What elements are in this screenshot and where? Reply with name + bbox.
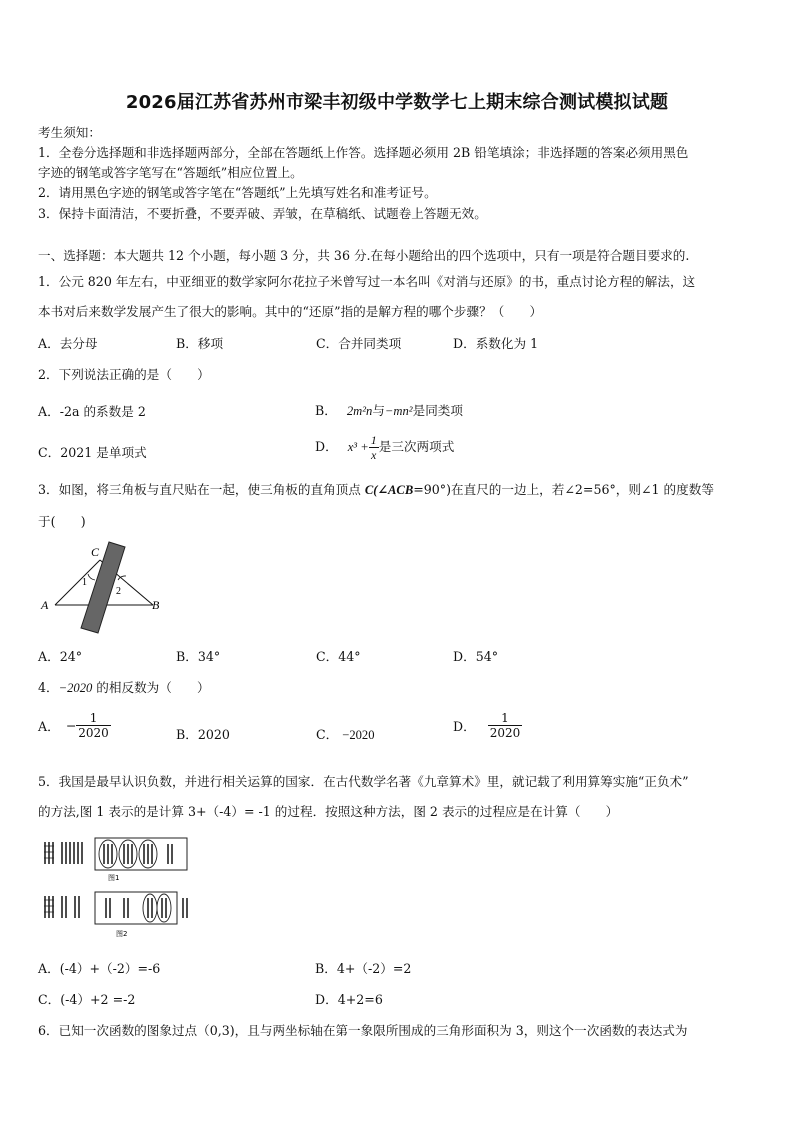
label-b: B <box>152 598 160 612</box>
q1-option-c: C．合并同类项 <box>316 336 402 351</box>
q5-figure-2 <box>40 890 190 940</box>
q5-option-a: A．(-4）+（-2）=-6 <box>38 961 161 976</box>
q6-stem-line1: 6．已知一次函数的图象过点（0,3)，且与两坐标轴在第一象限所围成的三角形面积为 3，则这个一次函数的表达式为 <box>38 1023 688 1038</box>
q4-stem: 4．−2020 的相反数为（ ） <box>38 680 210 695</box>
fig1-caption: 图1 <box>108 874 120 882</box>
q3-option-a: A．24° <box>38 649 83 664</box>
section-heading: 一、选择题：本大题共 12 个小题，每小题 3 分，共 36 分.在每小题给出的四个选项中，只有一项是符合题目要求的. <box>38 248 690 263</box>
q1-option-a: A．去分母 <box>38 336 98 351</box>
q3-figure <box>38 538 168 633</box>
q5-option-b: B．4+（-2）=2 <box>315 961 412 976</box>
q5-option-d: D．4+2=6 <box>315 992 383 1007</box>
q4-option-a: A． − $\frac{1}{2020}$ <box>38 711 109 740</box>
label-c: C <box>91 545 100 559</box>
q2-option-b: B． 2m²n与−mn²是同类项 <box>315 403 463 418</box>
q3-stem-line1: 3．如图，将三角板与直尺贴在一起，使三角板的直角顶点 C(∠ACB=90°)在直尺的一边上，若∠2=56°，则∠1 的度数等 <box>38 482 714 497</box>
notice-heading: 考生须知： <box>38 125 101 140</box>
q3-option-d: D．54° <box>453 649 499 664</box>
q5-stem-line2: 的方法,图 1 表示的是计算 3+（-4）= -1 的过程．按照这种方法，图 2 表示的过程应是在计算（ ） <box>38 804 619 819</box>
q5-stem-line1: 5．我国是最早认识负数，并进行相关运算的国家．在古代数学名著《九章算术》里，就记载了利用算筹实施“正负术” <box>38 774 689 789</box>
q3-stem-line2: 于( ) <box>38 514 86 529</box>
q2-option-d: D． x³ + $\frac{1}{x}$ 是三次两项式 <box>315 433 455 462</box>
q4-option-b: B．2020 <box>176 727 230 742</box>
page-title: 2026届江苏省苏州市梁丰初级中学数学七上期末综合测试模拟试题 <box>125 92 669 113</box>
q1-stem-line1: 1．公元 820 年左右，中亚细亚的数学家阿尔花拉子米曾写过一本名叫《对消与还原》的书，重点讨论方程的解法，这 <box>38 274 696 289</box>
angle-arc-1 <box>88 574 95 580</box>
notice-item-1-cont: 字迹的钢笔或答字笔写在“答题纸”相应位置上。 <box>38 165 303 180</box>
q2-option-c: C．2021 是单项式 <box>38 445 147 460</box>
q5-figure-1 <box>40 836 190 884</box>
label-angle-2: 2 <box>116 586 121 597</box>
q5-option-c: C．(-4）+2 =-2 <box>38 992 136 1007</box>
q3-option-c: C．44° <box>316 649 361 664</box>
notice-item-2: 2．请用黑色字迹的钢笔或答字笔在“答题纸”上先填写姓名和准考证号。 <box>38 185 437 200</box>
notice-item-3: 3．保持卡面清洁，不要折叠，不要弄破、弄皱，在草稿纸、试题卷上答题无效。 <box>38 206 487 221</box>
q1-option-b: B．移项 <box>176 336 224 351</box>
q2-stem: 2．下列说法正确的是（ ） <box>38 367 210 382</box>
q1-option-d: D．系数化为 1 <box>453 336 539 351</box>
notice-item-1: 1．全卷分选择题和非选择题两部分，全部在答题纸上作答。选择题必须用 2B 铅笔填涂；非选择题的答案必须用黑色 <box>38 145 689 160</box>
q4-option-d: D． $\frac{1}{2020}$ <box>453 711 521 740</box>
q4-option-c: C． −2020 <box>316 727 375 742</box>
q3-option-b: B．34° <box>176 649 221 664</box>
label-a: A <box>41 598 49 612</box>
fig2-caption: 图2 <box>116 930 128 938</box>
label-angle-1: 1 <box>82 577 87 588</box>
q1-stem-line2: 本书对后来数学发展产生了很大的影响。其中的“还原”指的是解方程的哪个步骤？（ ） <box>38 304 543 319</box>
q2-option-a: A．-2a 的系数是 2 <box>38 404 146 419</box>
